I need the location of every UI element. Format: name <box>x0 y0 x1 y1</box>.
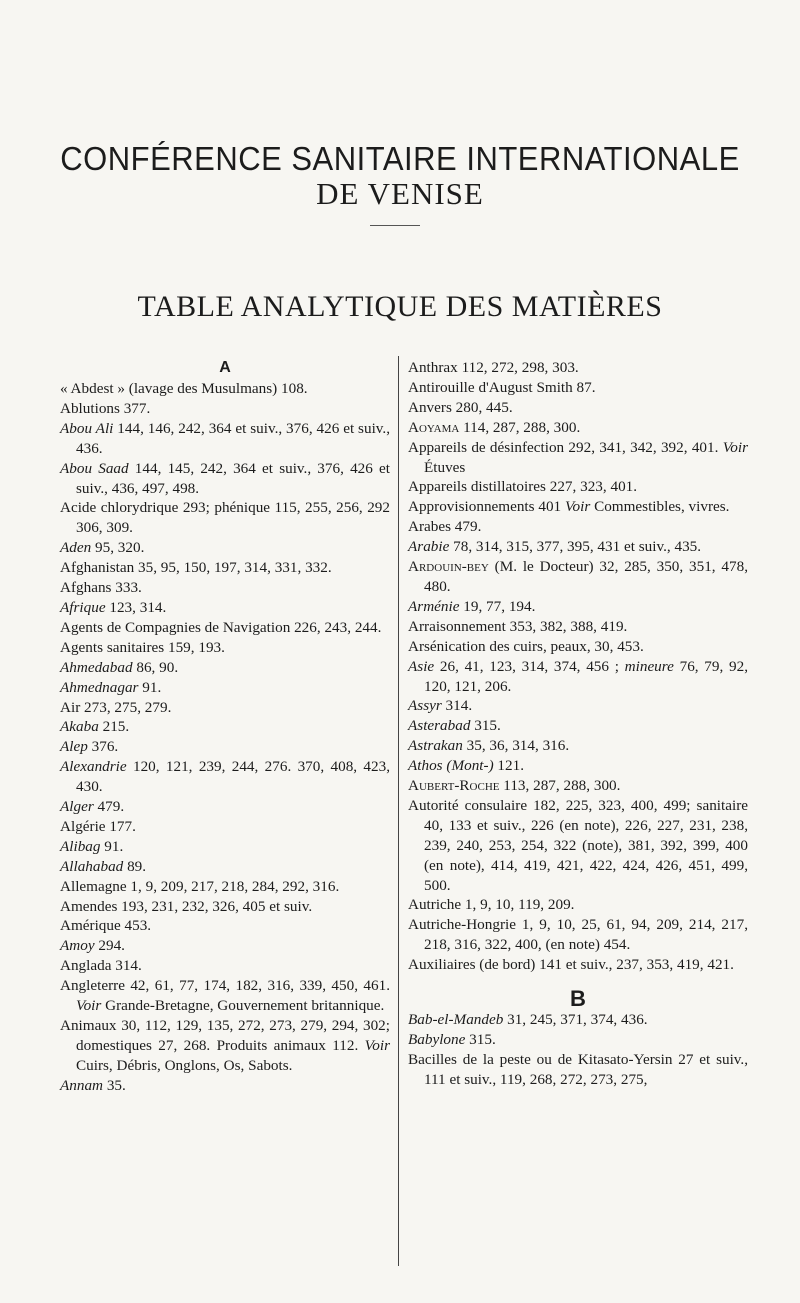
index-entry <box>408 557 748 597</box>
entry-heading: Arménie <box>408 597 460 615</box>
index-entry <box>408 1030 748 1050</box>
entry-heading: Athos (Mont-) <box>408 757 494 775</box>
index-entry <box>408 696 748 716</box>
index-entry <box>60 678 390 698</box>
index-entry <box>60 757 390 797</box>
entry-pages: 86, 90. <box>132 658 179 676</box>
index-entry <box>60 936 390 956</box>
entry-pages: 31, 245, 371, 374, 436. <box>503 1011 648 1029</box>
entry-crossref-target: 76, 79, 92, 120, 121, 206. <box>424 657 748 695</box>
entry-heading: Asie <box>408 657 435 675</box>
index-entry <box>408 438 748 478</box>
entry-heading: Acide chlorydrique 293; phénique 115, 255, 256, 292 306, 309. <box>60 499 390 537</box>
entry-heading: Aubert-Roche <box>408 777 500 795</box>
index-entry <box>408 756 748 776</box>
entry-heading: Allemagne 1, 9, 209, 217, 218, 284, 292, 316. <box>60 877 340 895</box>
entry-crossref: mineure <box>624 657 674 675</box>
entry-pages: 26, 41, 123, 314, 374, 456 ; <box>434 657 625 675</box>
letter-heading-b: B <box>570 986 586 1012</box>
index-entry <box>408 657 748 697</box>
entry-heading: Anthrax 112, 272, 298, 303. <box>408 359 579 376</box>
page-title: CONFÉRENCE SANITAIRE INTERNATIONALE <box>60 139 740 178</box>
entry-pages: 78, 314, 315, 377, 395, 431 et suiv., 435. <box>449 538 702 556</box>
entry-heading: Algérie 177. <box>60 817 136 835</box>
index-entry <box>408 637 748 657</box>
index-entry <box>408 418 748 438</box>
entry-heading: Autriche 1, 9, 10, 119, 209. <box>408 896 575 914</box>
right-column <box>408 358 748 1090</box>
entry-crossref-target: Cuirs, Débris, Onglons, Os, Sabots. <box>76 1056 293 1074</box>
entry-heading: Asterabad <box>408 717 471 735</box>
index-entry <box>408 1050 748 1090</box>
entry-heading: Antirouille d'August Smith 87. <box>408 378 596 396</box>
entry-heading: Alexandrie <box>60 758 127 776</box>
index-entry <box>408 776 748 796</box>
entry-pages: 144, 146, 242, 364 et suiv., 376, 426 et suiv., 436. <box>76 419 390 457</box>
index-entry <box>60 498 390 538</box>
entry-list <box>408 358 748 975</box>
entry-pages: 315. <box>465 1031 496 1048</box>
index-entry <box>60 419 390 459</box>
entry-pages: 95, 320. <box>91 539 145 557</box>
entry-pages: 121. <box>493 757 524 775</box>
entry-heading: Ardouin-bey <box>408 558 489 576</box>
entry-heading: Arabie <box>408 538 450 556</box>
entry-pages: 91. <box>100 837 124 855</box>
index-entry <box>60 598 390 618</box>
page-subtitle: DE VENISE <box>316 176 484 211</box>
entry-heading: Approvisionnements 401 <box>408 498 562 516</box>
index-entry <box>60 976 390 1016</box>
entry-pages: (M. le Docteur) 32, 285, 350, 351, 478, 480. <box>424 558 748 595</box>
index-entry <box>60 538 390 558</box>
entry-heading: Alibag <box>60 837 101 855</box>
index-entry <box>60 638 390 658</box>
entry-pages: 120, 121, 239, 244, 276. 370, 408, 423, 430. <box>76 758 390 796</box>
entry-heading: Agents de Compagnies de Navigation 226, 243, 244. <box>60 618 382 636</box>
entry-crossref: Voir <box>564 498 591 516</box>
entry-pages: 35, 36, 314, 316. <box>462 737 570 755</box>
entry-heading: Aoyama <box>408 418 460 436</box>
entry-pages: 215. <box>98 718 130 736</box>
index-entry <box>408 537 748 557</box>
entry-heading: Autorité consulaire 182, 225, 323, 400, 499; sanitaire 40, 133 et suiv., 226 (en note), 226, 227, 231, 238, 239, 240, 253, 254, 322 (note), 381, 392, 399, 400 (en note), 414, 419, 421, 422, 424, 426, 451, 499, 500. <box>408 796 748 894</box>
index-entry <box>408 378 748 398</box>
entry-pages: 35. <box>103 1076 126 1094</box>
column-divider <box>398 356 399 1266</box>
entry-pages: 91. <box>138 678 162 696</box>
index-entry <box>408 736 748 756</box>
entry-pages: 114, 287, 288, 300. <box>459 418 581 436</box>
index-entry <box>60 916 390 936</box>
entry-heading: Allahabad <box>60 857 124 875</box>
index-entry <box>60 698 390 718</box>
entry-heading: Ahmedabad <box>60 658 133 676</box>
index-entry <box>60 797 390 817</box>
index-entry <box>60 459 390 499</box>
entry-heading: Ablutions 377. <box>60 399 151 417</box>
entry-heading: Animaux 30, 112, 129, 135, 272, 273, 279, 294, 302; domestiques 27, 268. Produits animaux 112. <box>60 1017 390 1054</box>
index-entry <box>60 857 390 877</box>
entry-heading: Arsénication des cuirs, peaux, 30, 453. <box>408 637 644 655</box>
entry-heading: Abou Ali <box>60 419 114 437</box>
index-entry <box>60 379 390 399</box>
index-entry <box>60 877 390 897</box>
index-entry <box>408 497 748 517</box>
entry-list <box>60 379 390 1096</box>
index-entry <box>60 399 390 419</box>
entry-pages: 479. <box>93 798 125 816</box>
entry-heading: Annam <box>60 1076 104 1094</box>
entry-heading: Aden <box>60 539 92 557</box>
index-entry <box>60 717 390 737</box>
entry-pages: 144, 145, 242, 364 et suiv., 376, 426 et suiv., 436, 497, 498. <box>76 459 390 497</box>
entry-heading: Appareils distillatoires 227, 323, 401. <box>408 478 638 496</box>
index-entry <box>60 1016 390 1076</box>
index-entry <box>408 716 748 736</box>
index-entry <box>60 618 390 638</box>
index-entry <box>60 578 390 598</box>
entry-heading: « Abdest » (lavage des Musulmans) 108. <box>60 380 308 397</box>
entry-heading: Appareils de désinfection 292, 341, 342, 392, 401. <box>408 438 719 456</box>
entry-heading: Anglada 314. <box>60 957 142 975</box>
entry-pages: 19, 77, 194. <box>459 597 536 615</box>
entry-heading: Arraisonnement 353, 382, 388, 419. <box>408 617 628 635</box>
index-entry <box>408 477 748 497</box>
entry-heading: Astrakan <box>408 737 463 755</box>
entry-heading: Bacilles de la peste ou de Kitasato-Yersin 27 et suiv., 111 et suiv., 119, 268, 272, 273, 275, <box>408 1050 748 1088</box>
index-entry <box>408 796 748 896</box>
entry-heading: Alep <box>60 738 88 756</box>
index-entry <box>60 737 390 757</box>
index-entry <box>408 895 748 915</box>
entry-heading: Afghans 333. <box>60 579 142 597</box>
entry-crossref-target: Grande-Bretagne, Gouvernement britannique. <box>101 997 385 1015</box>
index-entry <box>60 817 390 837</box>
index-entry <box>408 915 748 955</box>
entry-heading: Amérique 453. <box>60 917 152 935</box>
entry-crossref: Voir <box>364 1036 390 1054</box>
entry-pages: 89. <box>123 857 147 875</box>
entry-heading: Air 273, 275, 279. <box>60 698 172 716</box>
entry-heading: Abou Saad <box>60 459 129 477</box>
entry-pages: 294. <box>94 937 125 955</box>
entry-heading: Babylone <box>408 1031 466 1048</box>
entry-heading: Agents sanitaires 159, 193. <box>60 638 225 656</box>
left-column <box>60 358 390 1096</box>
entry-heading: Autriche-Hongrie 1, 9, 10, 25, 61, 94, 209, 214, 217, 218, 316, 322, 400, (en note) 454. <box>408 916 748 954</box>
entry-pages: 123, 314. <box>105 598 167 616</box>
entry-heading: Amoy <box>60 937 95 955</box>
entry-crossref-target: Commestibles, vivres. <box>590 498 730 516</box>
entry-heading: Ahmednagar <box>60 678 139 696</box>
index-entry <box>408 617 748 637</box>
entry-crossref: Voir <box>722 438 749 456</box>
title-rule <box>370 225 420 226</box>
entry-heading: Arabes 479. <box>408 518 482 536</box>
entry-heading: Akaba <box>60 718 99 736</box>
entry-heading: Assyr <box>408 697 442 715</box>
index-entry <box>60 837 390 857</box>
index-entry <box>60 897 390 917</box>
section-title: TABLE ANALYTIQUE DES MATIÈRES <box>137 290 663 323</box>
letter-heading-a: A <box>219 359 231 376</box>
entry-heading: Anvers 280, 445. <box>408 398 513 416</box>
entry-heading: Afrique <box>60 598 106 616</box>
entry-heading: Afghanistan 35, 95, 150, 197, 314, 331, 332. <box>60 559 332 577</box>
entry-crossref-target: Étuves <box>424 458 466 476</box>
entry-heading: Angleterre 42, 61, 77, 174, 182, 316, 339, 450, 461. <box>60 977 390 995</box>
index-entry <box>408 1010 748 1030</box>
entry-heading: Alger <box>60 798 94 816</box>
index-entry <box>60 956 390 976</box>
entry-pages: 315. <box>470 717 501 735</box>
index-entry <box>408 517 748 537</box>
entry-pages: 376. <box>87 738 119 756</box>
index-entry <box>60 658 390 678</box>
entry-pages: 314. <box>441 697 473 715</box>
entry-crossref: Voir <box>76 997 102 1015</box>
entry-heading: Amendes 193, 231, 232, 326, 405 et suiv. <box>60 897 313 915</box>
entry-heading: Bab-el-Mandeb <box>408 1011 504 1029</box>
index-entry <box>60 1076 390 1096</box>
index-entry <box>408 955 748 975</box>
index-entry <box>408 597 748 617</box>
entry-pages: 113, 287, 288, 300. <box>499 777 621 795</box>
index-entry <box>60 558 390 578</box>
entry-heading: Auxiliaires (de bord) 141 et suiv., 237, 353, 419, 421. <box>408 956 734 974</box>
index-entry <box>408 358 748 378</box>
entry-list <box>408 1010 748 1090</box>
index-entry <box>408 398 748 418</box>
